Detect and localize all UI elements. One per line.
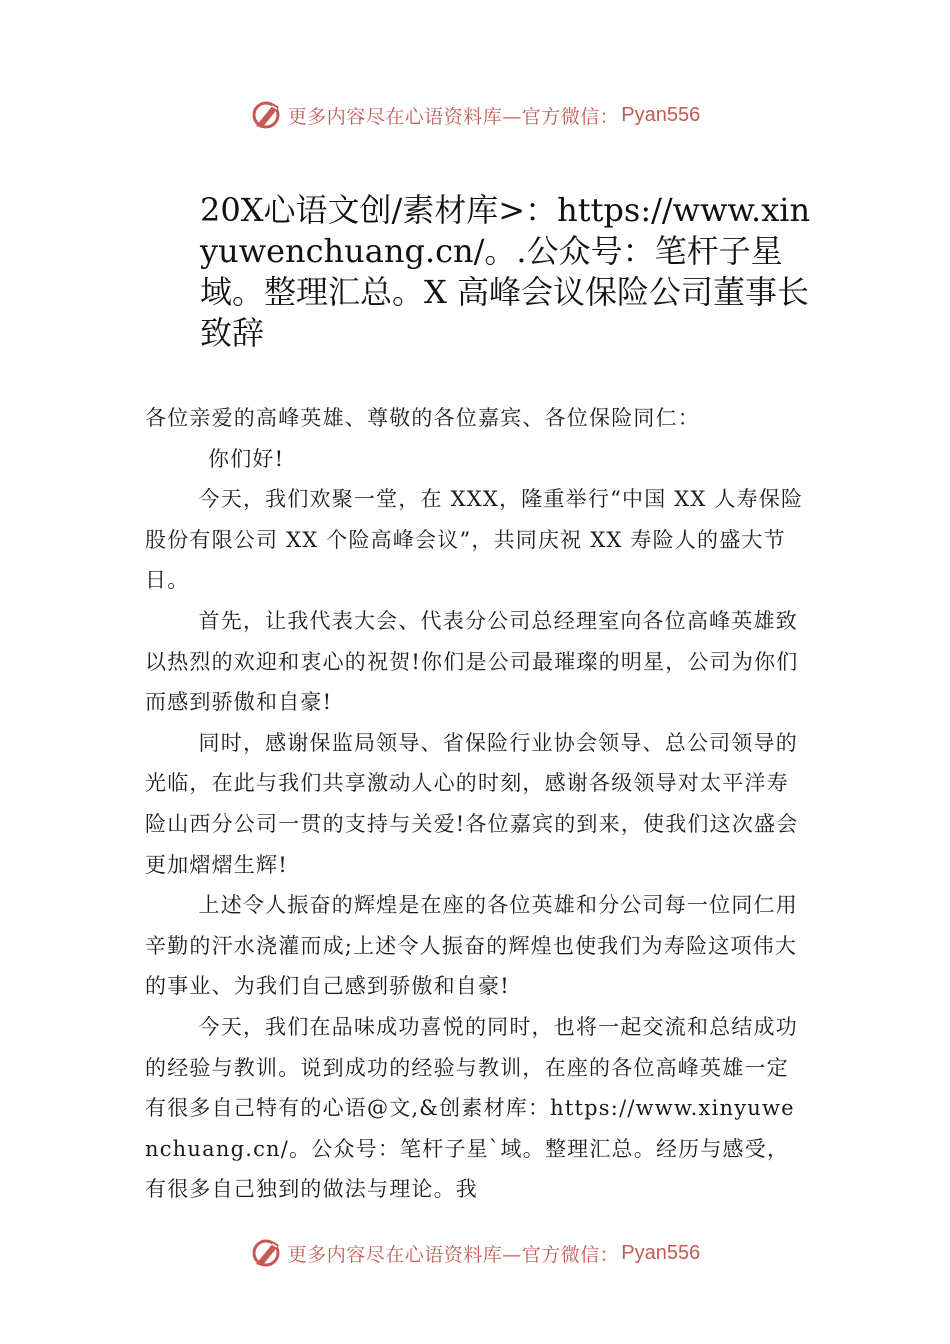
footer-banner [0,1228,950,1278]
document-title: 20X心语文创/素材库>：https://www.xinyuwenchuang.cn/。.公众号：笔杆子星域。整理汇总。X 高峰会议保险公司董事长致辞 [200,191,811,352]
pen-seal-icon [250,98,284,132]
pen-seal-icon [250,1236,284,1270]
paragraph: 今天，我们欢聚一堂，在 XXX，隆重举行“中国 XX 人寿保险股份有限公司 XX 个险高峰会议”，共同庆祝 XX 寿险人的盛大节日。 [145,487,804,593]
banner-wechat-id: Pyan556 [621,1241,701,1264]
paragraph: 同时，感谢保监局领导、省保险行业协会领导、总公司领导的光临，在此与我们共享激动人心的时刻，感谢各级领导对太平洋寿险山西分公司一贯的支持与关爱!各位嘉宾的到来，使我们这次盛会更加熠熠生辉! [145,730,799,877]
document-body [145,398,807,1210]
greeting: 你们好! [208,446,285,471]
paragraph: 今天，我们在品味成功喜悦的同时，也将一起交流和总结成功的经验与教训。说到成功的经验与教训，在座的各位高峰英雄一定有很多自己特有的心语@文,&创素材库：https://www.xinyuwenchuang.cn/。公众号：笔杆子星`域。整理汇总。经历与感受，有很多自己独到的做法与理论。我 [145,1014,798,1202]
paragraph: 首先，让我代表大会、代表分公司总经理室向各位高峰英雄致以热烈的欢迎和衷心的祝贺!你们是公司最璀璨的明星，公司为你们而感到骄傲和自豪! [145,608,799,715]
banner-text: 更多内容尽在心语资料库—官方微信： [287,1243,620,1266]
paragraph: 上述令人振奋的辉煌是在座的各位英雄和分公司每一位同仁用辛勤的汗水浇灌而成;上述令人振奋的辉煌也使我们为寿险这项伟大的事业、为我们自己感到骄傲和自豪! [145,893,798,999]
banner-text: 更多内容尽在心语资料库—官方微信： [287,105,620,128]
salutation: 各位亲爱的高峰英雄、尊敬的各位嘉宾、各位保险同仁： [145,406,700,430]
banner-wechat-id: Pyan556 [621,103,701,126]
header-banner [0,90,950,140]
